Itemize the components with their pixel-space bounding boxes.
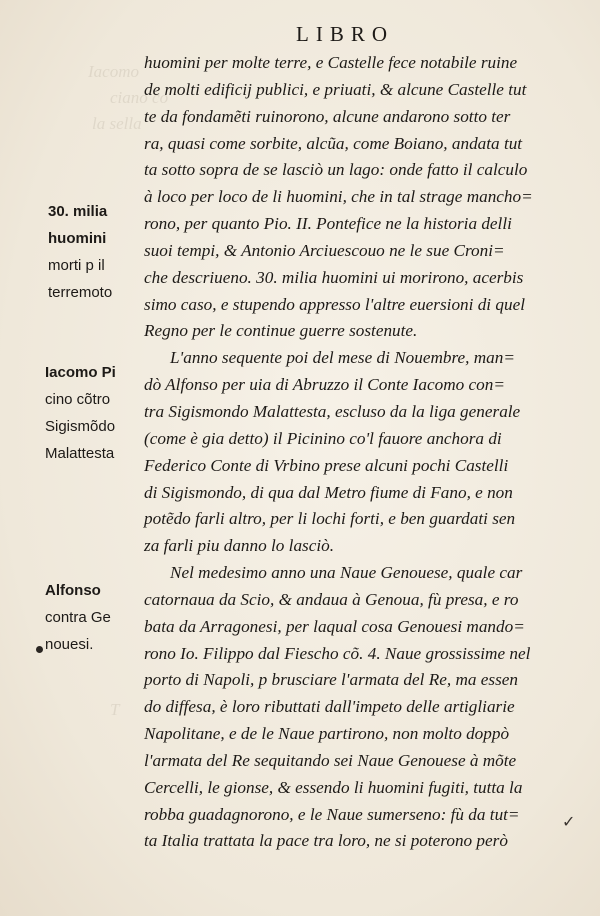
margin-note-line: huomini (48, 229, 107, 247)
bleed-through-shadow: Iacomo ciano co la sella T (88, 62, 169, 719)
text-line: te da fondamẽti ruinorono, alcune andarono sotto ter (144, 106, 511, 126)
text-line: Napolitane, e de le Naue partirono, non molto doppò (144, 724, 510, 744)
margin-note-line: 30. milia (48, 203, 108, 220)
text-line: Regno per le continue guerre sostenute. (144, 321, 418, 341)
margin-note-alfonso (45, 578, 111, 659)
text-line: rono, per quanto Pio. II. Pontefice ne la historia delli (144, 214, 512, 234)
text-line: dò Alfonso per uia di Abruzzo il Conte Iacomo con= (144, 375, 505, 395)
text-line: do diffesa, è loro ributtati dall'impeto delle artigliarie (144, 697, 515, 717)
text-line: che descriueno. 30. milia huomini ui morirono, acerbis (144, 267, 524, 287)
margin-note-line: Malattesta (45, 444, 115, 462)
margin-note-piccinino (45, 360, 116, 467)
text-line: rono Io. Filippo dal Fiescho cõ. 4. Naue grossissime nel (144, 643, 531, 663)
ink-mark: ✓ (562, 814, 576, 831)
text-line: catornaua da Scio, & andaua à Genoua, fù presa, e ro (144, 589, 519, 609)
margin-note-line: nouesi. (45, 635, 94, 653)
text-line: di Sigismondo, di qua dal Metro fiume di Fano, e non (144, 482, 513, 502)
text-line: ta sotto sopra de se lasciò un lago: onde fatto il calculo (144, 160, 528, 180)
text-line: de molti edificij publici, e priuati, & alcune Castelle tut (144, 79, 527, 99)
text-line: Federico Conte di Vrbino prese alcuni pochi Castelli (144, 455, 509, 475)
margin-note-line: Iacomo Pi (45, 364, 116, 381)
margin-note-line: contra Ge (45, 608, 111, 626)
text-line: tra Sigismondo Malattesta, escluso da la liga generale (144, 401, 521, 421)
text-line: za farli piu danno lo lasciò. (144, 536, 335, 556)
margin-note-line: terremoto (48, 283, 113, 301)
text-line: Nel medesimo anno una Naue Genouese, quale car (170, 563, 523, 583)
margin-note-earthquake (48, 199, 112, 306)
margin-note-line: cino cõtro (45, 390, 111, 408)
ink-dot (36, 646, 43, 653)
text-line: l'armata del Re sequitando sei Naue Genouese à mõte (144, 750, 517, 770)
text-line: bata da Arragonesi, per laqual cosa Genouesi mando= (144, 616, 525, 636)
text-line: huomini per molte terre, e Castelle fece notabile ruine (144, 53, 518, 72)
text-line: ta Italia trattata la pace tra loro, ne si poterono però (144, 831, 508, 851)
text-line: à loco per loco de li huomini, che in tal strage mancho= (144, 187, 533, 207)
text-line: suoi tempi, & Antonio Arciuescouo ne le sue Croni= (144, 240, 505, 260)
text-line: simo caso, e stupendo appresso l'altre euersioni di quel (144, 294, 525, 314)
text-line: ra, quasi come sorbite, alcũa, come Boiano, andata tut (144, 133, 523, 153)
main-text (144, 50, 574, 855)
text-line: L'anno sequente poi del mese di Nouembre, man= (170, 348, 515, 368)
text-line: (come è gia detto) il Picinino co'l fauore anchora di (144, 428, 502, 448)
text-line: Cercelli, le gionse, & essendo li huomini fugiti, tutta la (144, 777, 523, 797)
margin-note-line: Alfonso (45, 582, 101, 599)
margin-note-line: morti p il (48, 256, 105, 274)
running-title: LIBRO (296, 22, 394, 46)
text-line: porto di Napoli, p brusciare l'armata del Re, ma essen (144, 670, 518, 690)
text-line: robba guadagnorono, e le Naue sumerseno: fù da tut= (144, 804, 520, 824)
margin-note-line: Sigismõdo (45, 417, 116, 435)
text-line: potẽdo farli altro, per li lochi forti, e ben guardati sen (144, 509, 516, 529)
